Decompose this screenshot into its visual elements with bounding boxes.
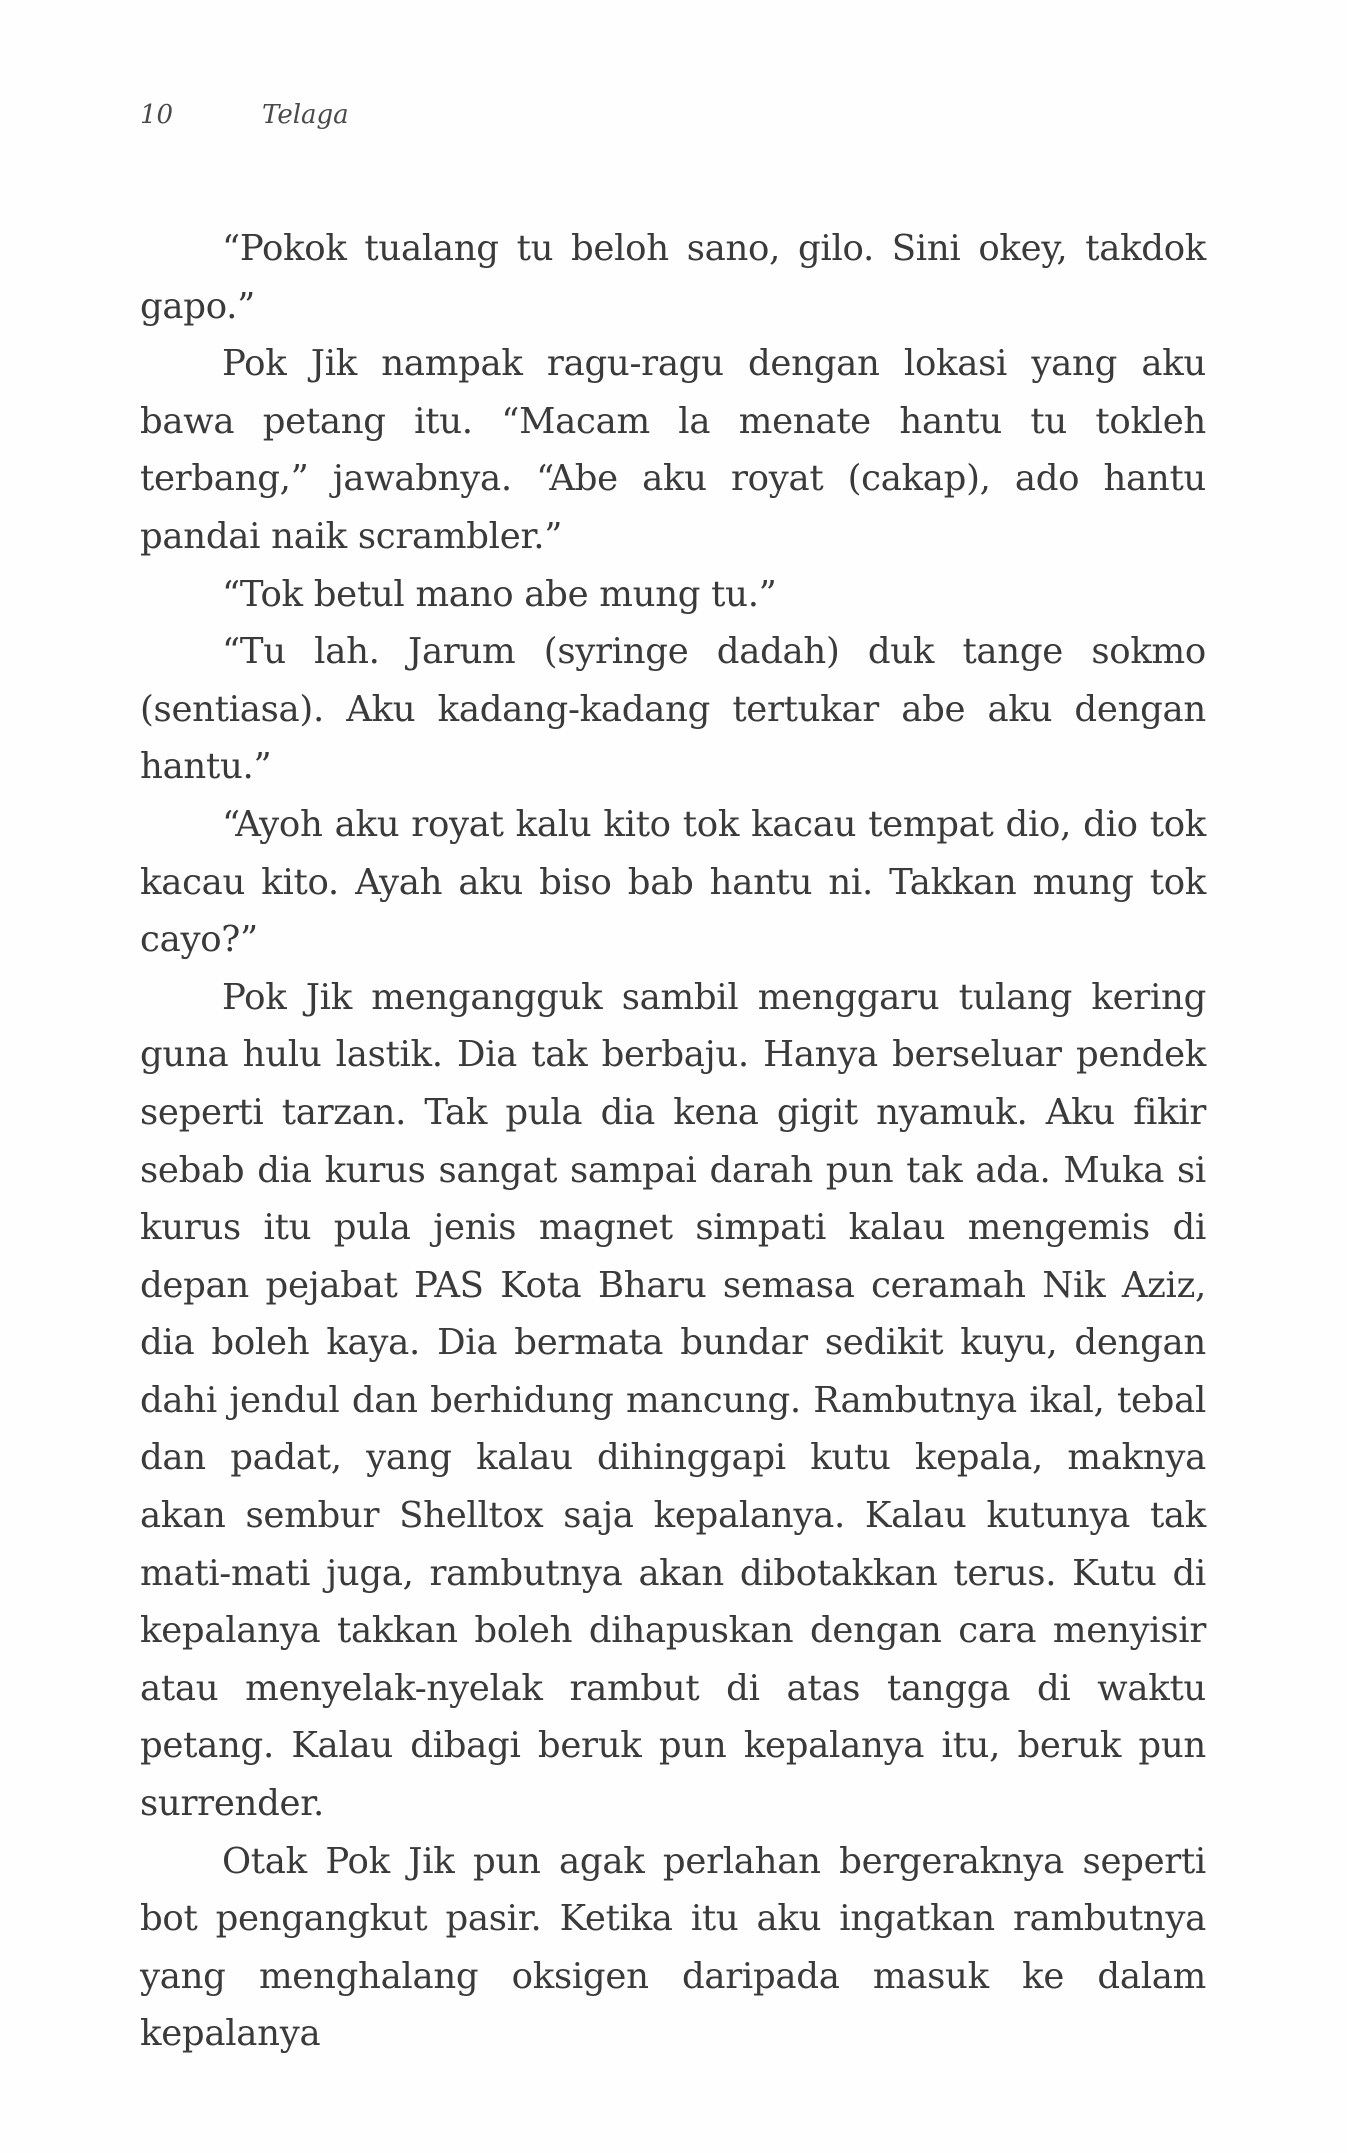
paragraph: Otak Pok Jik pun agak perlahan bergeraknya seperti bot pengangkut pasir. Ketika itu aku ingatkan rambutnya yang menghalang oksigen daripada masuk ke dalam kepalanya xyxy=(140,1840,1206,2055)
paragraph: “Ayoh aku royat kalu kito tok kacau tempat dio, dio tok kacau kito. Ayah aku biso bab hantu ni. Takkan mung tok cayo?” xyxy=(140,803,1206,961)
paragraph: Pok Jik nampak ragu-ragu dengan lokasi yang aku bawa petang itu. “Macam la menate hantu tu tokleh terbang,” jawabnya. “Abe aku royat (cakap), ado hantu pandai naik scrambler.” xyxy=(140,343,1206,557)
paragraph: “Pokok tualang tu beloh sano, gilo. Sini okey, takdok gapo.” xyxy=(140,228,1206,327)
paragraph: “Tok betul mano abe mung tu.” xyxy=(222,573,777,615)
body-text xyxy=(140,220,1206,2063)
running-head xyxy=(140,100,349,130)
page-number: 10 xyxy=(140,100,174,130)
paragraph: “Tu lah. Jarum (syringe dadah) duk tange sokmo (sentiasa). Aku kadang-kadang tertukar abe aku dengan hantu.” xyxy=(140,631,1206,788)
paragraph: Pok Jik mengangguk sambil menggaru tulang kering guna hulu lastik. Dia tak berbaju. Hanya berseluar pendek seperti tarzan. Tak pula dia kena gigit nyamuk. Aku fikir sebab dia kurus sangat sampai darah pun tak ada. Muka si kurus itu pula jenis magnet simpati kalau mengemis di depan pejabat PAS Kota Bharu semasa ceramah Nik Aziz, dia boleh kaya. Dia bermata bundar sedikit kuyu, dengan dahi jendul dan berhidung mancung. Rambutnya ikal, tebal dan padat, yang kalau dihinggapi kutu kepala, maknya akan sembur Shelltox saja kepalanya. Kalau kutunya tak mati-mati juga, rambutnya akan dibotakkan terus. Kutu di kepalanya takkan boleh dihapuskan dengan cara menyisir atau menyelak-nyelak rambut di atas tangga di waktu petang. Kalau dibagi beruk pun kepalanya itu, beruk pun surrender. xyxy=(140,976,1206,1825)
book-title: Telaga xyxy=(262,100,349,130)
